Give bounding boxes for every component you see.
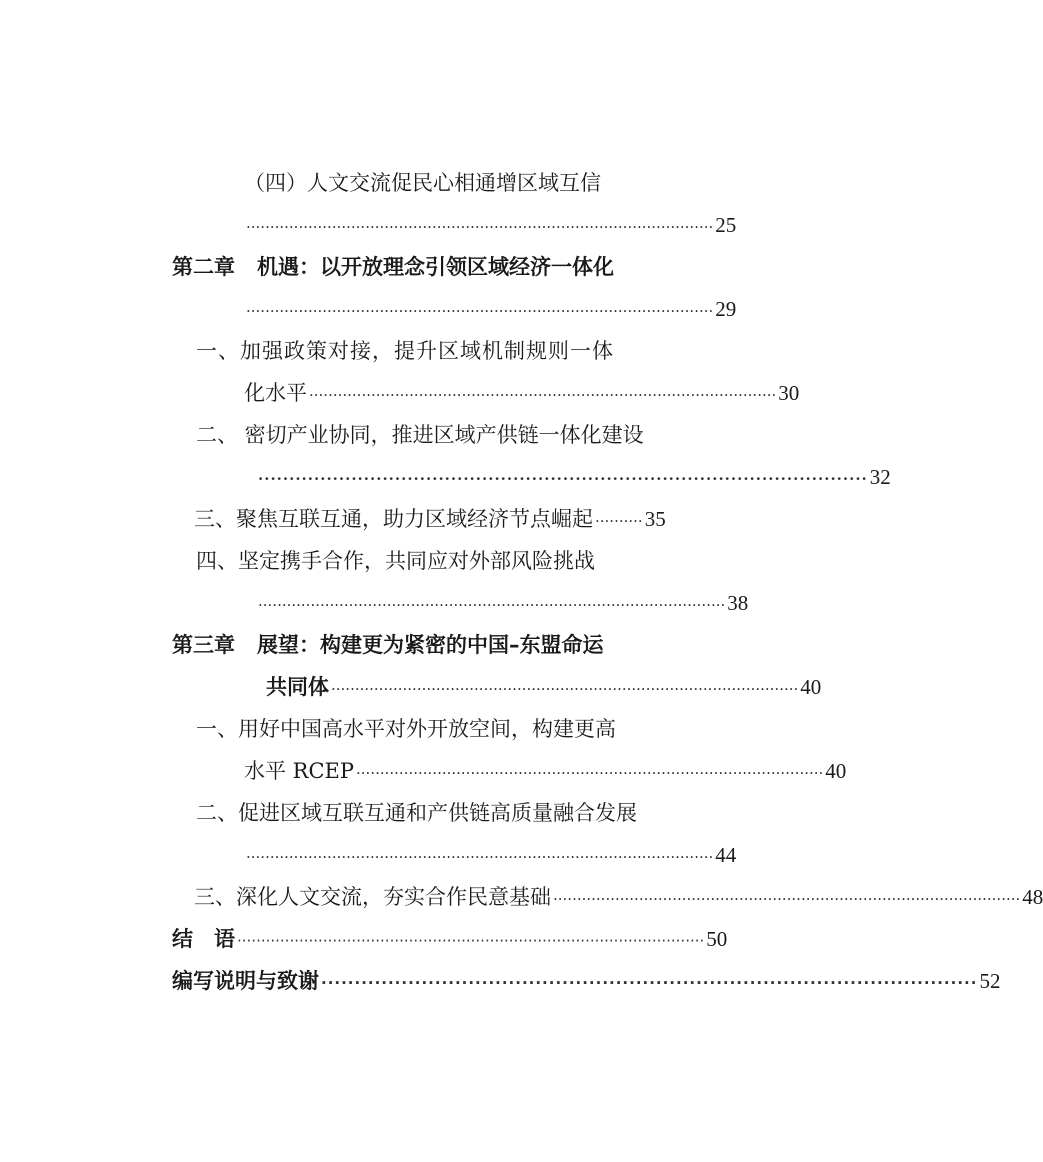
toc-entry-sec-1-4-leader [244, 208, 737, 242]
toc-page-number: 48 [1022, 885, 1043, 909]
toc-title: 结 语 [172, 927, 235, 951]
toc-title: （四）人文交流促民心相通增区域互信 [244, 171, 601, 195]
dot-leader: ·································································································· [309, 386, 777, 404]
toc-title: 二、促进区域互联互通和产供链高质量融合发展 [196, 801, 637, 825]
dot-leader: ·································································································· [258, 470, 868, 488]
toc-page-number: 50 [706, 927, 728, 951]
toc-entry-sec-2-4-leader [256, 586, 749, 620]
toc-title: 三、聚焦互联互通，助力区域经济节点崛起 [194, 507, 593, 531]
toc-page-number: 29 [715, 297, 737, 321]
toc-entry-sec-2-1-line-2 [244, 376, 800, 410]
dot-leader: ·········· [595, 512, 643, 530]
toc-page-number: 40 [800, 675, 822, 699]
dot-leader: ·································································································· [258, 596, 726, 614]
dot-leader: ·································································································· [321, 974, 978, 992]
dot-leader: ·································································································· [356, 764, 824, 782]
toc-title: 二、 密切产业协同，推进区域产供链一体化建设 [196, 423, 644, 447]
chapter-title: 机遇：以开放理念引领区域经济一体化 [257, 255, 614, 279]
toc-entry-sec-1-4-title [244, 166, 664, 200]
toc-page-number: 40 [825, 759, 847, 783]
toc-entry-chapter-3-line-2 [266, 670, 822, 704]
toc-entry-sec-3-2-leader [244, 838, 737, 872]
toc-title: 一、用好中国高水平对外开放空间，构建更高 [196, 717, 616, 741]
toc-entry-chapter-2 [172, 250, 662, 284]
dot-leader: ·································································································· [553, 890, 1021, 908]
dot-leader: ·································································································· [246, 848, 714, 866]
dot-leader: ·································································································· [246, 218, 714, 236]
toc-entry-sec-2-1-line-1 [196, 334, 666, 368]
chapter-title-continued: 共同体 [266, 675, 329, 699]
toc-entry-sec-3-1-line-1 [196, 712, 666, 746]
toc-title: 三、深化人文交流，夯实合作民意基础 [194, 885, 551, 909]
toc-title: 水平 RCEP [244, 759, 355, 783]
toc-entry-sec-3-2 [196, 796, 666, 830]
toc-title: 一、加强政策对接，提升区域机制规则一体 [196, 339, 614, 363]
dot-leader: ·································································································· [237, 932, 705, 950]
toc-entry-sec-3-3 [194, 880, 1043, 914]
toc-page-number: 38 [727, 591, 749, 615]
toc-entry-sec-2-4 [196, 544, 666, 578]
toc-entry-sec-2-2 [196, 418, 666, 452]
toc-page-number: 30 [778, 381, 800, 405]
toc-title: 编写说明与致谢 [172, 969, 319, 993]
toc-entry-notes [172, 964, 1001, 998]
toc-entry-sec-3-1-line-2 [244, 754, 847, 788]
toc-page-number: 52 [979, 969, 1001, 993]
toc-title: 四、坚定携手合作，共同应对外部风险挑战 [196, 549, 595, 573]
toc-page-number: 32 [869, 465, 891, 489]
toc-entry-sec-2-2-leader [256, 460, 891, 494]
toc-entry-conclusion [172, 922, 728, 956]
toc-entry-sec-2-3 [194, 502, 666, 536]
toc-page-number: 35 [644, 507, 666, 531]
dot-leader: ·································································································· [246, 302, 714, 320]
chapter-label: 第三章 [172, 633, 235, 657]
chapter-label: 第二章 [172, 255, 235, 279]
toc-page-number: 25 [715, 213, 737, 237]
dot-leader: ·································································································· [331, 680, 799, 698]
toc-title: 化水平 [244, 381, 307, 405]
toc-page-number: 44 [715, 843, 737, 867]
toc-entry-chapter-3 [172, 628, 666, 662]
chapter-title: 展望：构建更为紧密的中国–东盟命运 [257, 633, 604, 657]
toc-entry-chapter-2-leader [244, 292, 737, 326]
